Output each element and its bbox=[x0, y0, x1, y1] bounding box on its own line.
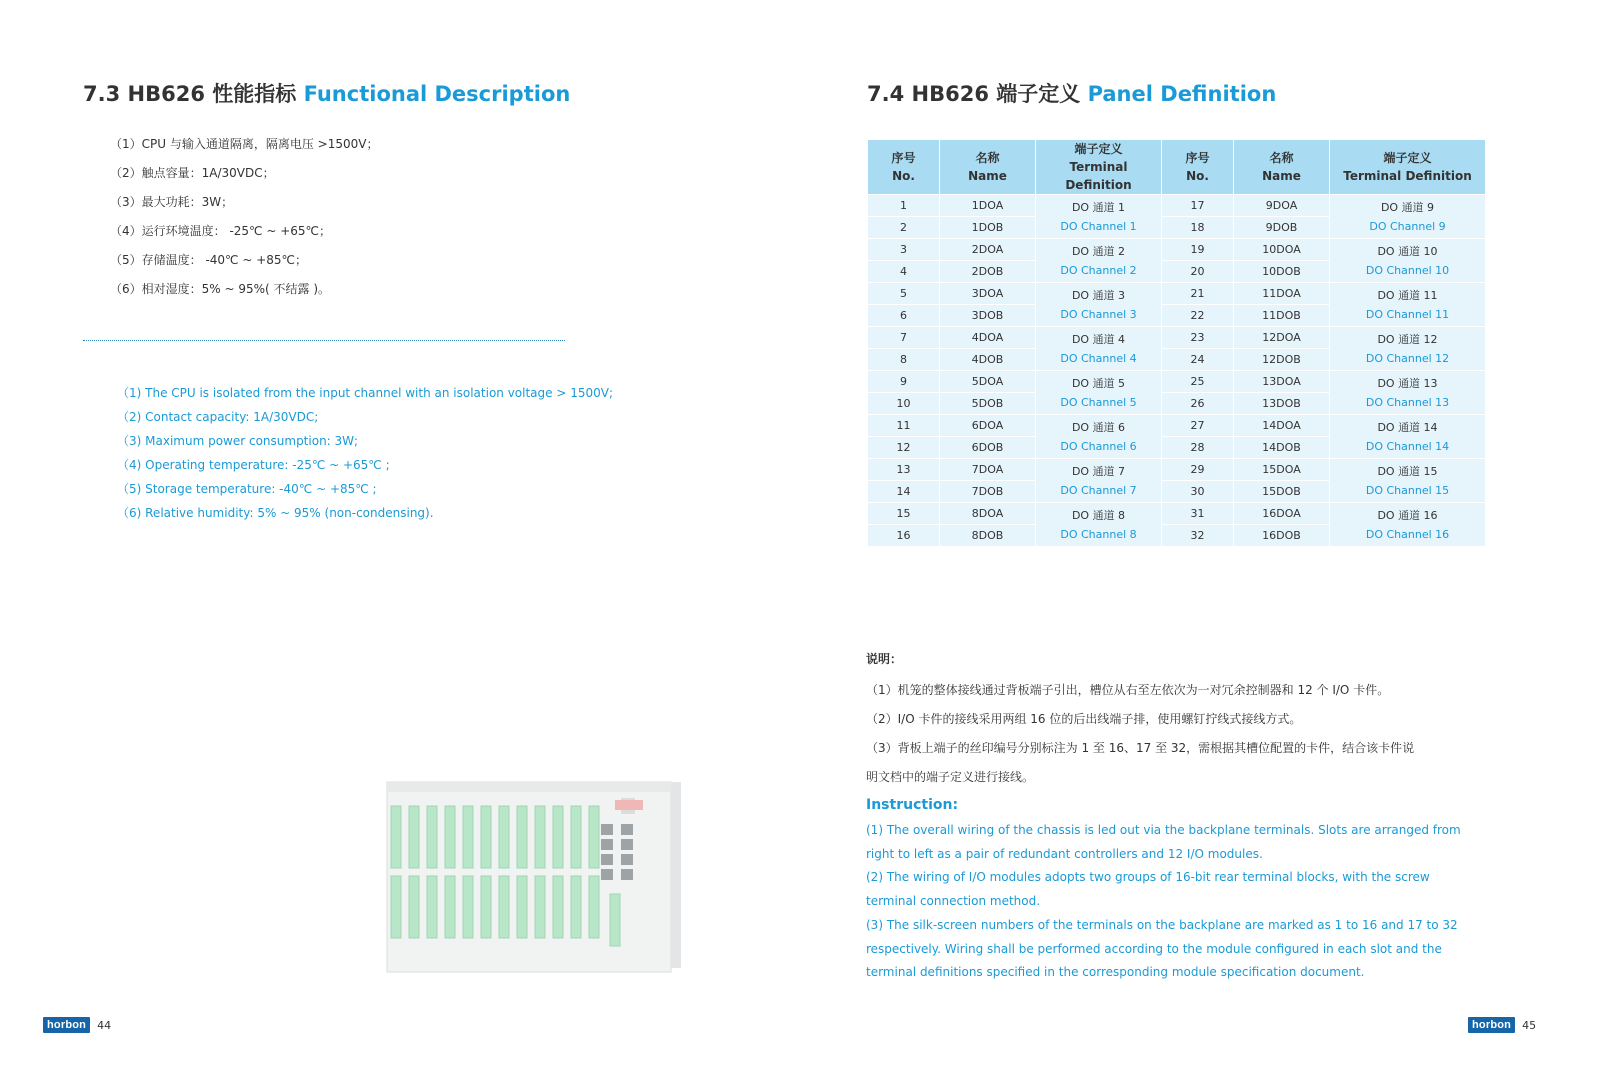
definition-cn: DO 通道 12 bbox=[1377, 332, 1438, 346]
definition-en: DO Channel 1 bbox=[1060, 219, 1137, 233]
definition-cn: DO 通道 1 bbox=[1071, 200, 1126, 214]
definition-en: DO Channel 8 bbox=[1060, 527, 1137, 541]
terminal-definition-cell bbox=[1330, 195, 1486, 239]
terminal-definition-cell bbox=[1330, 327, 1486, 371]
cell-no: 24 bbox=[1162, 349, 1234, 371]
cell-name: 12DOB bbox=[1234, 349, 1330, 371]
cell-no: 8 bbox=[868, 349, 940, 371]
cell-no: 19 bbox=[1162, 239, 1234, 261]
definition-en: DO Channel 5 bbox=[1060, 395, 1137, 409]
definition-cn: DO 通道 4 bbox=[1071, 332, 1126, 346]
heading-cn: 7.4 HB626 端子定义 bbox=[867, 82, 1088, 106]
section-heading-7-4 bbox=[867, 78, 1276, 108]
spec-item-cn: （3）最大功耗：3W； bbox=[110, 195, 234, 209]
cell-no: 20 bbox=[1162, 261, 1234, 283]
cell-no: 26 bbox=[1162, 393, 1234, 415]
definition-cn: DO 通道 11 bbox=[1377, 288, 1438, 302]
terminal-definition-cell bbox=[1330, 415, 1486, 459]
cell-name: 16DOA bbox=[1234, 503, 1330, 525]
terminal-definition-cell bbox=[1330, 503, 1486, 547]
cell-name: 10DOA bbox=[1234, 239, 1330, 261]
page-number: 44 bbox=[97, 1018, 112, 1032]
dotted-divider bbox=[83, 340, 565, 341]
heading-en: Functional Description bbox=[303, 82, 571, 106]
definition-cn: DO 通道 8 bbox=[1071, 508, 1126, 522]
spec-list-cn bbox=[110, 134, 378, 308]
cell-name: 5DOA bbox=[940, 371, 1036, 393]
cell-no: 5 bbox=[868, 283, 940, 305]
cell-name: 11DOA bbox=[1234, 283, 1330, 305]
instruction-item: (1) The overall wiring of the chassis is led out via the backplane terminals. Slots are arranged from right to left as a pair of redundant controllers and 12 I/O modules. bbox=[866, 823, 1461, 861]
cell-no: 28 bbox=[1162, 437, 1234, 459]
cell-no: 7 bbox=[868, 327, 940, 349]
table-row bbox=[868, 415, 1486, 437]
col-header-no: 序号 No. bbox=[868, 140, 940, 195]
right-page bbox=[800, 0, 1600, 1085]
cell-name: 2DOB bbox=[940, 261, 1036, 283]
cell-no: 9 bbox=[868, 371, 940, 393]
table-row bbox=[868, 459, 1486, 481]
notes-cn bbox=[866, 676, 1446, 792]
cell-no: 29 bbox=[1162, 459, 1234, 481]
cell-no: 31 bbox=[1162, 503, 1234, 525]
cell-no: 14 bbox=[868, 481, 940, 503]
terminal-definition-cell bbox=[1330, 283, 1486, 327]
definition-cn: DO 通道 6 bbox=[1071, 420, 1126, 434]
col-header-name: 名称 Name bbox=[1234, 140, 1330, 195]
cell-name: 13DOB bbox=[1234, 393, 1330, 415]
col-header-name: 名称 Name bbox=[940, 140, 1036, 195]
note-cn: （1）机笼的整体接线通过背板端子引出，槽位从右至左依次为一对冗余控制器和 12 个 I/O 卡件。 bbox=[866, 683, 1390, 697]
definition-en: DO Channel 6 bbox=[1060, 439, 1137, 453]
definition-cn: DO 通道 7 bbox=[1071, 464, 1126, 478]
spec-item-en: （5) Storage temperature: -40℃ ~ +85℃ ; bbox=[117, 482, 377, 496]
cell-name: 7DOB bbox=[940, 481, 1036, 503]
cell-no: 23 bbox=[1162, 327, 1234, 349]
spec-item-en: （4) Operating temperature: -25℃ ~ +65℃ ; bbox=[117, 458, 390, 472]
cell-name: 14DOB bbox=[1234, 437, 1330, 459]
cell-name: 3DOB bbox=[940, 305, 1036, 327]
footer-right bbox=[1468, 1017, 1536, 1033]
cell-no: 15 bbox=[868, 503, 940, 525]
chassis-product-image bbox=[385, 778, 683, 976]
table-row bbox=[868, 503, 1486, 525]
col-header-def: 端子定义 Terminal Definition bbox=[1036, 140, 1162, 195]
spec-item-cn: （4）运行环境温度： -25℃ ~ +65℃； bbox=[110, 224, 332, 238]
notes-title: 说明： bbox=[866, 652, 903, 666]
cell-name: 15DOB bbox=[1234, 481, 1330, 503]
section-heading-7-3 bbox=[83, 78, 570, 108]
heading-en: Panel Definition bbox=[1087, 82, 1277, 106]
spec-list-en bbox=[117, 383, 613, 527]
definition-cn: DO 通道 3 bbox=[1071, 288, 1126, 302]
cell-name: 14DOA bbox=[1234, 415, 1330, 437]
cell-no: 27 bbox=[1162, 415, 1234, 437]
definition-cn: DO 通道 10 bbox=[1377, 244, 1438, 258]
cell-name: 9DOA bbox=[1234, 195, 1330, 217]
cell-name: 1DOB bbox=[940, 217, 1036, 239]
cell-name: 15DOA bbox=[1234, 459, 1330, 481]
cell-no: 12 bbox=[868, 437, 940, 459]
cell-name: 8DOB bbox=[940, 525, 1036, 547]
terminal-definition-cell bbox=[1036, 327, 1162, 371]
table-row bbox=[868, 195, 1486, 217]
definition-en: DO Channel 3 bbox=[1060, 307, 1137, 321]
note-cn: （3）背板上端子的丝印编号分别标注为 1 至 16、17 至 32，需根据其槽位配置的卡件，结合该卡件说 bbox=[866, 741, 1415, 755]
instruction-title: Instruction: bbox=[866, 797, 959, 813]
spec-item-cn: （2）触点容量：1A/30VDC； bbox=[110, 166, 275, 180]
terminal-definition-cell bbox=[1330, 459, 1486, 503]
definition-en: DO Channel 16 bbox=[1365, 527, 1450, 541]
cell-name: 3DOA bbox=[940, 283, 1036, 305]
cell-no: 22 bbox=[1162, 305, 1234, 327]
definition-en: DO Channel 7 bbox=[1060, 483, 1137, 497]
definition-en: DO Channel 13 bbox=[1365, 395, 1450, 409]
footer-left bbox=[43, 1017, 111, 1033]
cell-no: 30 bbox=[1162, 481, 1234, 503]
cell-name: 10DOB bbox=[1234, 261, 1330, 283]
cell-name: 16DOB bbox=[1234, 525, 1330, 547]
cell-no: 2 bbox=[868, 217, 940, 239]
cell-name: 8DOA bbox=[940, 503, 1036, 525]
cell-name: 6DOA bbox=[940, 415, 1036, 437]
definition-en: DO Channel 9 bbox=[1369, 219, 1446, 233]
definition-en: DO Channel 10 bbox=[1365, 263, 1450, 277]
horbon-logo: horbon bbox=[1468, 1017, 1515, 1033]
spec-item-cn: （1）CPU 与输入通道隔离，隔离电压 >1500V； bbox=[110, 137, 379, 151]
heading-cn: 7.3 HB626 性能指标 bbox=[83, 82, 304, 106]
definition-en: DO Channel 11 bbox=[1365, 307, 1450, 321]
cell-no: 21 bbox=[1162, 283, 1234, 305]
terminal-definition-cell bbox=[1036, 239, 1162, 283]
col-header-no: 序号 No. bbox=[1162, 140, 1234, 195]
cell-no: 32 bbox=[1162, 525, 1234, 547]
table-body bbox=[868, 195, 1486, 547]
cell-name: 7DOA bbox=[940, 459, 1036, 481]
horbon-logo: horbon bbox=[43, 1017, 90, 1033]
definition-cn: DO 通道 2 bbox=[1071, 244, 1126, 258]
cell-name: 9DOB bbox=[1234, 217, 1330, 239]
terminal-definition-cell bbox=[1036, 283, 1162, 327]
definition-en: DO Channel 14 bbox=[1365, 439, 1450, 453]
cell-name: 6DOB bbox=[940, 437, 1036, 459]
spec-item-en: （6) Relative humidity: 5% ~ 95% (non-condensing). bbox=[117, 506, 434, 520]
table-row bbox=[868, 327, 1486, 349]
instruction-item: (2) The wiring of I/O modules adopts two groups of 16-bit rear terminal blocks, with the screw terminal connection method. bbox=[866, 870, 1430, 909]
cell-no: 10 bbox=[868, 393, 940, 415]
spec-item-en: （1) The CPU is isolated from the input channel with an isolation voltage > 1500V; bbox=[117, 386, 614, 400]
table-row bbox=[868, 239, 1486, 261]
cell-name: 1DOA bbox=[940, 195, 1036, 217]
note-cn: 明文档中的端子定义进行接线。 bbox=[866, 770, 1035, 784]
cell-no: 3 bbox=[868, 239, 940, 261]
cell-no: 4 bbox=[868, 261, 940, 283]
cell-no: 11 bbox=[868, 415, 940, 437]
terminal-definition-cell bbox=[1330, 371, 1486, 415]
cell-name: 4DOB bbox=[940, 349, 1036, 371]
terminal-definition-cell bbox=[1036, 503, 1162, 547]
terminal-definition-cell bbox=[1036, 415, 1162, 459]
cell-name: 12DOA bbox=[1234, 327, 1330, 349]
cell-name: 13DOA bbox=[1234, 371, 1330, 393]
col-header-def: 端子定义 Terminal Definition bbox=[1330, 140, 1486, 195]
terminal-definition-table bbox=[867, 139, 1486, 547]
cell-no: 13 bbox=[868, 459, 940, 481]
cell-no: 17 bbox=[1162, 195, 1234, 217]
table-header-row bbox=[868, 140, 1486, 195]
terminal-definition-cell bbox=[1036, 195, 1162, 239]
cell-no: 16 bbox=[868, 525, 940, 547]
terminal-definition-cell bbox=[1330, 239, 1486, 283]
cell-name: 11DOB bbox=[1234, 305, 1330, 327]
table-row bbox=[868, 283, 1486, 305]
note-cn: （2）I/O 卡件的接线采用两组 16 位的后出线端子排，使用螺钉拧线式接线方式。 bbox=[866, 712, 1302, 726]
definition-cn: DO 通道 9 bbox=[1380, 200, 1435, 214]
cell-no: 6 bbox=[868, 305, 940, 327]
definition-cn: DO 通道 16 bbox=[1377, 508, 1438, 522]
spec-item-cn: （5）存储温度： -40℃ ~ +85℃； bbox=[110, 253, 308, 267]
cell-name: 4DOA bbox=[940, 327, 1036, 349]
instruction-item: (3) The silk-screen numbers of the terminals on the backplane are marked as 1 to 16 and 17 to 32 respectively. Wiring shall be performed according to the module configured in each slot and the terminal definitions specified in the corresponding module specification document. bbox=[866, 917, 1458, 980]
cell-name: 2DOA bbox=[940, 239, 1036, 261]
cell-no: 18 bbox=[1162, 217, 1234, 239]
definition-en: DO Channel 12 bbox=[1365, 351, 1450, 365]
spec-item-en: （2) Contact capacity: 1A/30VDC; bbox=[117, 410, 319, 424]
terminal-definition-cell bbox=[1036, 459, 1162, 503]
cell-no: 1 bbox=[868, 195, 940, 217]
definition-en: DO Channel 4 bbox=[1060, 351, 1137, 365]
definition-en: DO Channel 15 bbox=[1365, 483, 1450, 497]
table-row bbox=[868, 371, 1486, 393]
instruction-en bbox=[866, 819, 1466, 985]
terminal-definition-cell bbox=[1036, 371, 1162, 415]
definition-cn: DO 通道 15 bbox=[1377, 464, 1438, 478]
definition-cn: DO 通道 14 bbox=[1377, 420, 1438, 434]
definition-cn: DO 通道 5 bbox=[1071, 376, 1126, 390]
definition-cn: DO 通道 13 bbox=[1377, 376, 1438, 390]
cell-name: 5DOB bbox=[940, 393, 1036, 415]
page-number: 45 bbox=[1522, 1018, 1537, 1032]
definition-en: DO Channel 2 bbox=[1060, 263, 1137, 277]
cell-no: 25 bbox=[1162, 371, 1234, 393]
spec-item-cn: （6）相对湿度：5% ~ 95%( 不结露 )。 bbox=[110, 282, 331, 296]
spec-item-en: （3) Maximum power consumption: 3W; bbox=[117, 434, 359, 448]
